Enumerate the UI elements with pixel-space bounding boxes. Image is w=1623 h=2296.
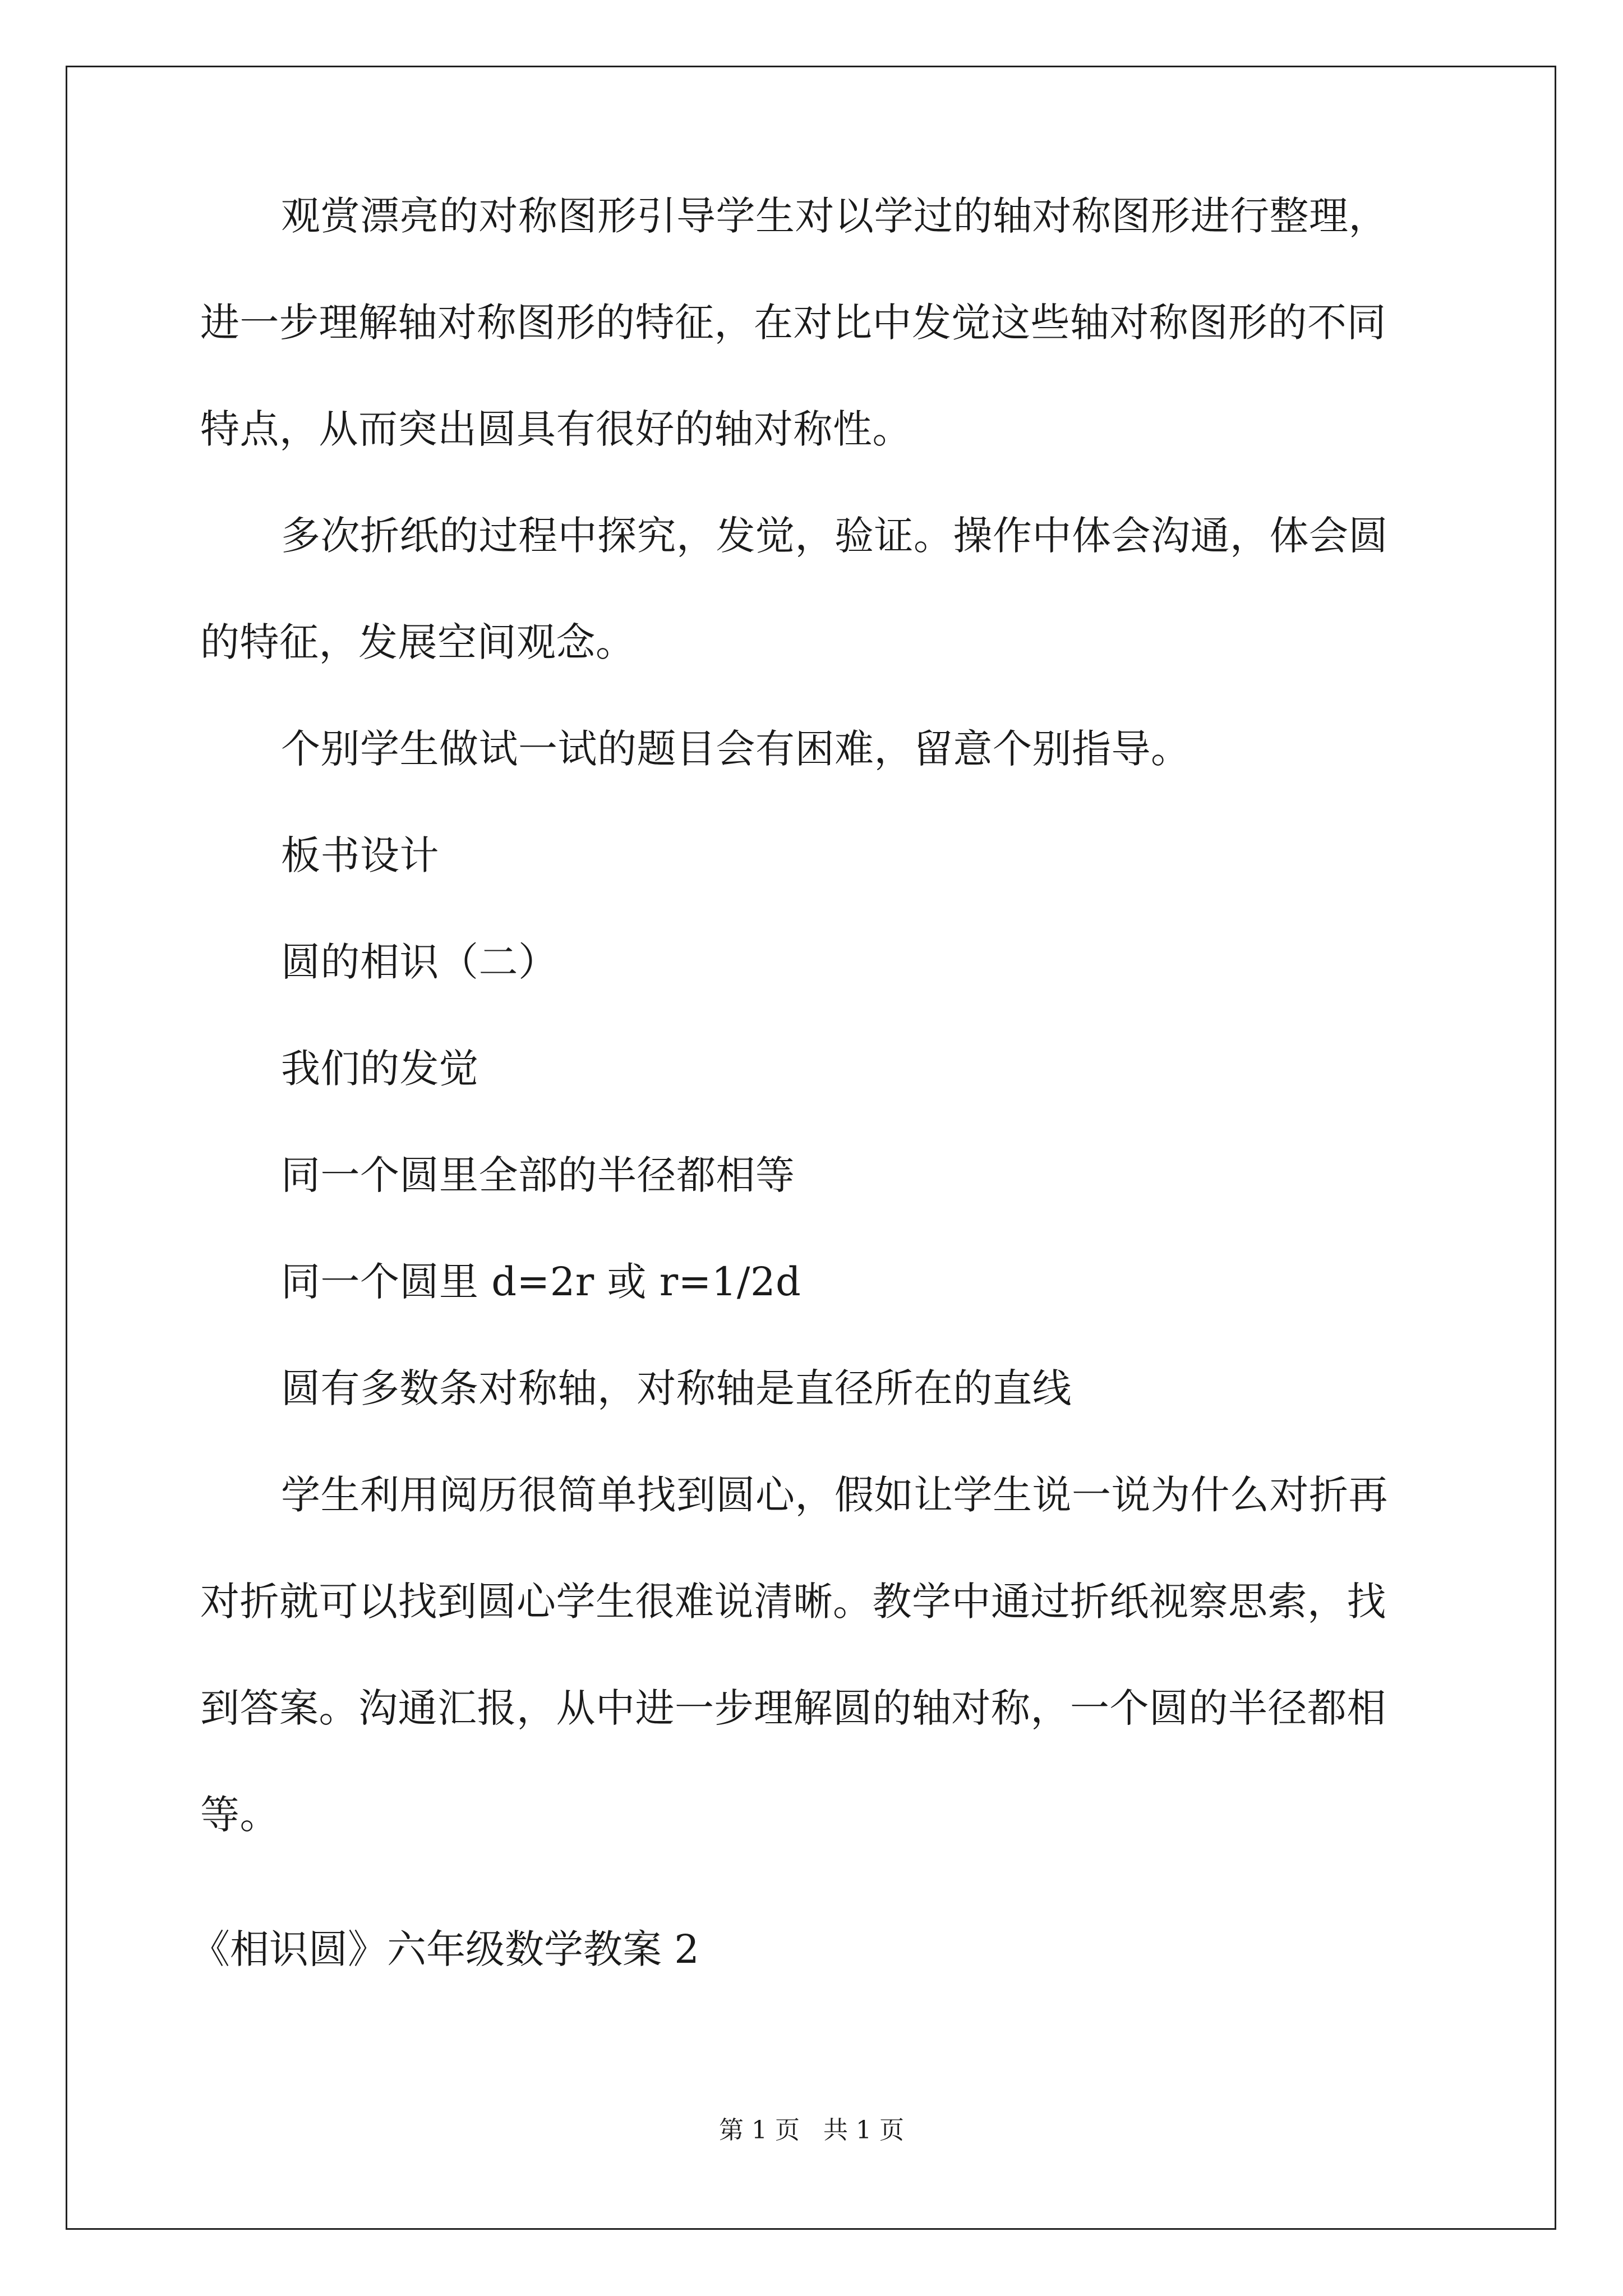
paragraph-line: 进一步理解轴对称图形的特征，在对比中发觉这些轴对称图形的不同 bbox=[200, 300, 1386, 346]
paragraph-line: 多次折纸的过程中探究，发觉，验证。操作中体会沟通，体会圆 bbox=[281, 513, 1388, 559]
page-total: 共 1 页 bbox=[823, 2116, 904, 2145]
page-number: 第 1 页 bbox=[719, 2116, 800, 2145]
paragraph-line: 观赏漂亮的对称图形引导学生对以学过的轴对称图形进行整理， bbox=[281, 193, 1388, 239]
board-line: 同一个圆里全部的半径都相等 bbox=[281, 1152, 795, 1198]
page-footer bbox=[0, 2114, 1623, 2147]
paragraph-line: 个别学生做试一试的题目会有困难，留意个别指导。 bbox=[281, 726, 1191, 772]
paragraph-line: 学生利用阅历很简单找到圆心，假如让学生说一说为什么对折再 bbox=[281, 1472, 1388, 1518]
paragraph-line: 对折就可以找到圆心学生很难说清晰。教学中通过折纸视察思索，找 bbox=[200, 1579, 1386, 1625]
board-line: 同一个圆里 d=2r 或 r=1/2d bbox=[281, 1259, 801, 1305]
paragraph-line: 等。 bbox=[200, 1792, 279, 1838]
paragraph-line: 特点，从而突出圆具有很好的轴对称性。 bbox=[200, 406, 912, 452]
document-heading: 《相识圆》六年级数学教案 2 bbox=[191, 1926, 699, 1972]
board-title: 圆的相识（二） bbox=[281, 939, 558, 985]
section-title: 板书设计 bbox=[281, 832, 439, 878]
paragraph-line: 到答案。沟通汇报，从中进一步理解圆的轴对称，一个圆的半径都相 bbox=[200, 1685, 1386, 1731]
paragraph-line: 的特征，发展空间观念。 bbox=[200, 619, 635, 665]
board-line: 圆有多数条对称轴，对称轴是直径所在的直线 bbox=[281, 1365, 1072, 1411]
page-border bbox=[66, 66, 1556, 2230]
board-line: 我们的发觉 bbox=[281, 1046, 479, 1092]
